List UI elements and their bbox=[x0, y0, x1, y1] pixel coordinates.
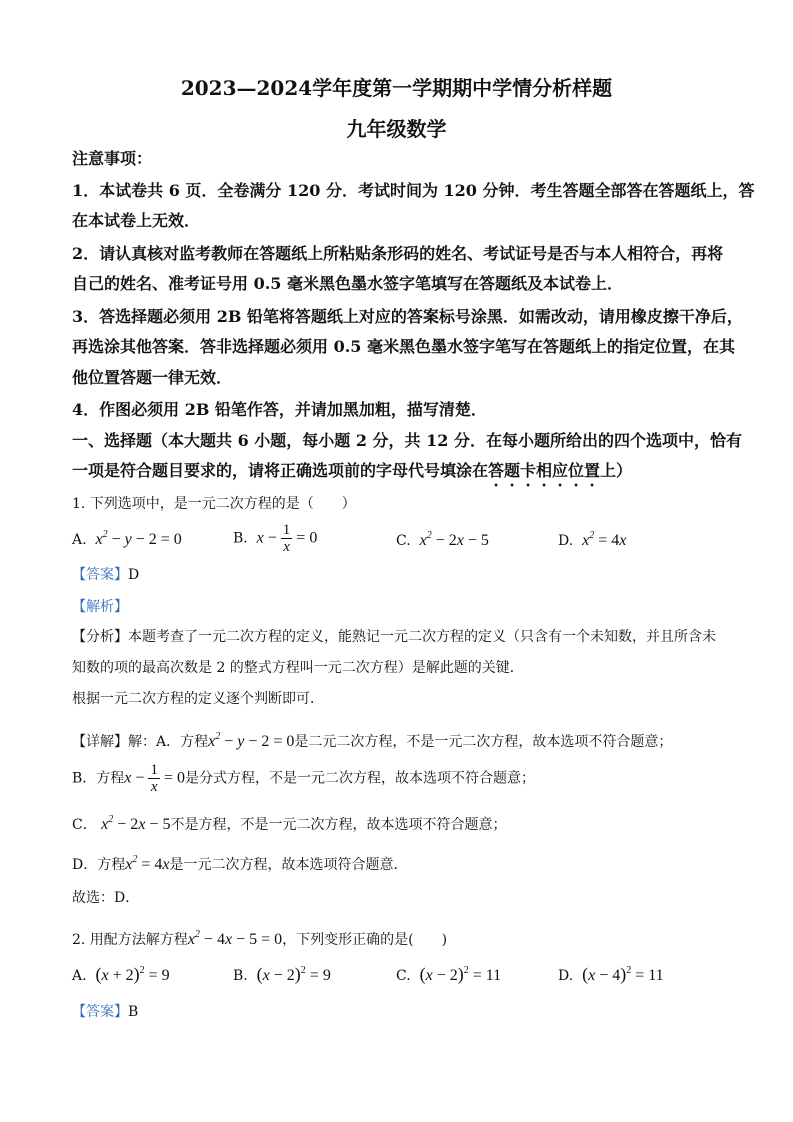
question-1-answer bbox=[72, 564, 724, 586]
detail-text-end: 不是方程，不是一元二次方程，故本选项不符合题意； bbox=[170, 817, 507, 833]
section-1-instructions-line-1: 一、选择题（本大题共 6 小题，每小题 2 分，共 12 分．在每小题所给出的四个选项中，恰有 bbox=[72, 431, 742, 450]
exam-subtitle: 九年级数学 bbox=[346, 117, 447, 141]
option-label: D. bbox=[558, 533, 574, 549]
option-label: D. bbox=[558, 968, 574, 984]
question-2-stem: 2. 用配方法解方程$x^2 - 4x - 5 = 0$，下列变形正确的是( ) bbox=[72, 929, 448, 948]
detail-text-end: 是分式方程，不是一元二次方程，故本选项不符合题意； bbox=[184, 770, 535, 787]
fenxi-tag: 【分析】 bbox=[72, 629, 128, 645]
analysis-tag: 【解析】 bbox=[72, 599, 128, 615]
fenxi-text: 本题考查了一元二次方程的定义，能熟记一元二次方程的定义（只含有一个未知数，并且所含未 bbox=[128, 629, 716, 645]
question-2-option-c: C. $(x - 2)^2 = 11$ bbox=[396, 964, 502, 984]
note-2-line-1: 2．请认真核对监考教师在答题纸上所粘贴条形码的姓名、考试证号是否与本人相符合，再将 bbox=[72, 244, 724, 263]
option-label: B. bbox=[233, 530, 248, 547]
question-1-detail-b: B．方程x − $\frac{1}{x}$ = 0是分式方程，不是一元二次方程，故本选项不符合题意； bbox=[72, 762, 535, 795]
question-1-analysis-tag bbox=[72, 596, 724, 618]
emphasized-text: 答题卡相应位置 bbox=[488, 461, 601, 480]
note-4: 4．作图必须用 2B 铅笔作答，并请加黑加粗，描写清楚． bbox=[72, 400, 487, 419]
question-2-option-d: D. $(x - 4)^2 = 11$ bbox=[558, 964, 664, 984]
section-1-text: 一项是符合题目要求的，请将正确选项前的字母代号填涂在 bbox=[72, 461, 489, 480]
note-3-line-1: 3．答选择题必须用 2B 铅笔将答题纸上对应的答案标号涂黑．如需改动，请用橡皮擦干净后， bbox=[72, 307, 743, 326]
answer-tag: 【答案】 bbox=[72, 567, 128, 583]
note-2-line-2: 自己的姓名、准考证号用 0.5 毫米黑色墨水签字笔填写在答题纸及本试卷上． bbox=[72, 274, 623, 293]
detail-text-end: 是二元二次方程，不是一元二次方程，故本选项不符合题意； bbox=[294, 734, 673, 750]
question-2-answer bbox=[72, 1001, 724, 1023]
detail-text: 解：A．方程 bbox=[128, 734, 209, 750]
answer-value: D bbox=[128, 567, 140, 583]
note-1-line-2: 在本试卷上无效． bbox=[72, 211, 201, 230]
detail-text-end: 是一元二次方程，故本选项符合题意． bbox=[169, 857, 408, 873]
option-label: B. bbox=[233, 968, 248, 984]
question-1-option-b: B. x − $\frac{1}{x}$ = 0 bbox=[233, 522, 318, 555]
detail-text: C． bbox=[72, 817, 97, 833]
question-2-option-a: A. $(x + 2)^2 = 9$ bbox=[72, 964, 170, 984]
option-label: A. bbox=[72, 968, 87, 984]
question-1-fenxi-line-1 bbox=[72, 626, 724, 648]
detail-tag: 【详解】 bbox=[72, 734, 128, 750]
question-1-stem: 1. 下列选项中，是一元二次方程的是（ ） bbox=[72, 496, 356, 512]
stem-text: 2. 用配方法解方程 bbox=[72, 932, 188, 948]
stem-text-end: ，下列变形正确的是( ) bbox=[282, 932, 448, 948]
note-3-line-2: 再选涂其他答案．答非选择题必须用 0.5 毫米黑色墨水签字笔写在答题纸上的指定位置，在其 bbox=[72, 337, 735, 356]
question-1-conclusion: 故选：D． bbox=[72, 890, 140, 906]
answer-value: B bbox=[128, 1004, 139, 1020]
question-1-option-d: D. $x^2 = 4x$ bbox=[558, 530, 627, 549]
question-2-option-b: B. $(x - 2)^2 = 9$ bbox=[233, 964, 331, 984]
option-label: A. bbox=[72, 532, 87, 548]
section-1-instructions-line-2 bbox=[72, 458, 724, 490]
question-1-option-a: A. $x^2 - y - 2 = 0$ bbox=[72, 529, 182, 548]
question-1-detail-a: 【详解】解：A．方程$x^2 - y - 2 = 0$是二元二次方程，不是一元二次方程，故本选项不符合题意； bbox=[72, 731, 673, 750]
question-1-fenxi-line-3: 根据一元二次方程的定义逐个判断即可． bbox=[72, 691, 324, 707]
question-1-detail-d: D．方程$x^2 = 4x$是一元二次方程，故本选项符合题意． bbox=[72, 854, 408, 873]
exam-title: 2023—2024学年度第一学期期中学情分析样题 bbox=[180, 76, 613, 100]
section-1-text-end: 上） bbox=[600, 461, 633, 480]
detail-text: B．方程 bbox=[72, 770, 125, 787]
note-3-line-3: 他位置答题一律无效． bbox=[72, 368, 233, 387]
note-1-line-1: 1．本试卷共 6 页．全卷满分 120 分．考试时间为 120 分钟．考生答题全部答在答题纸上，答 bbox=[72, 181, 755, 200]
option-label: C. bbox=[396, 968, 411, 984]
option-label: C. bbox=[396, 533, 411, 549]
notes-heading: 注意事项： bbox=[72, 149, 153, 168]
question-1-fenxi-line-2: 知数的项的最高次数是 2 的整式方程叫一元二次方程）是解此题的关键． bbox=[72, 660, 524, 676]
detail-text: D．方程 bbox=[72, 857, 126, 873]
question-1-option-c: C. $x^2 - 2x - 5$ bbox=[396, 530, 489, 549]
question-1-detail-c: C． $x^2 - 2x - 5$不是方程，不是一元二次方程，故本选项不符合题意； bbox=[72, 814, 507, 833]
answer-tag: 【答案】 bbox=[72, 1004, 128, 1020]
